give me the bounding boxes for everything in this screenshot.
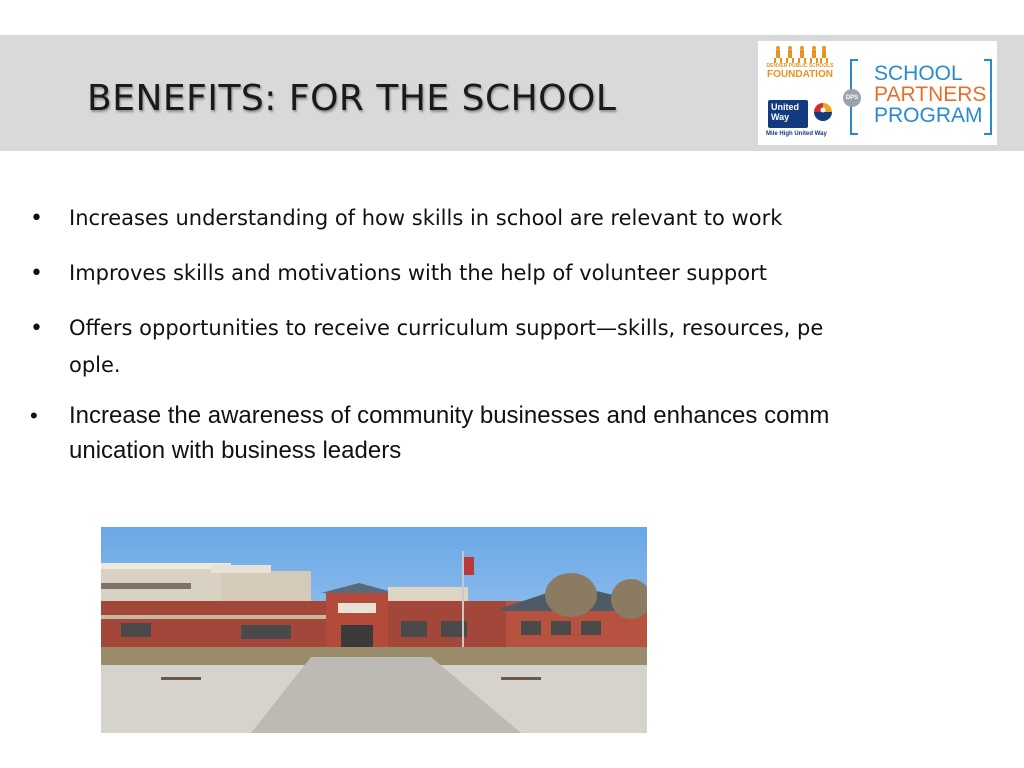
mile-high-united-way-text: Mile High United Way xyxy=(766,131,827,137)
list-item xyxy=(30,255,990,292)
bracket-right xyxy=(984,59,992,135)
united-way-line1: United xyxy=(771,102,799,112)
benefits-list xyxy=(30,200,990,468)
united-way-line2: Way xyxy=(771,112,790,122)
bullet-text: Improves skills and motivations with the help of volunteer support xyxy=(69,261,767,285)
dpsf-foundation-text: FOUNDATION xyxy=(767,69,833,80)
list-item xyxy=(30,200,990,237)
dpsf-figures-icon xyxy=(772,45,828,63)
bullet-text: Increases understanding of how skills in school are relevant to work xyxy=(69,206,783,230)
dps-badge: DPS xyxy=(843,89,861,107)
sponsor-logos xyxy=(766,45,834,141)
united-way-emblem-icon xyxy=(812,101,834,125)
spp-program-text: PROGRAM xyxy=(874,104,983,127)
bullet-icon: • xyxy=(30,403,38,428)
slide-title: BENEFITS: FOR THE SCHOOL xyxy=(87,78,617,119)
bullet-text-line1: Increase the awareness of community businesses and enhances comm xyxy=(69,402,830,429)
spp-school-text: SCHOOL xyxy=(874,62,963,85)
list-item xyxy=(30,398,990,468)
bullet-icon: • xyxy=(30,316,43,341)
dpsf-small-text: DENVER PUBLIC SCHOOLS xyxy=(766,63,834,69)
list-item xyxy=(30,310,990,384)
bullet-icon: • xyxy=(30,206,43,231)
spp-partners-text: PARTNERS xyxy=(874,83,987,106)
school-building-photo xyxy=(101,527,647,733)
bullet-text-line2: unication with business leaders xyxy=(69,437,402,464)
bullet-text-line2: ople. xyxy=(69,353,121,377)
partner-logo xyxy=(758,41,997,145)
united-way-badge xyxy=(768,100,808,128)
bullet-text-line1: Offers opportunities to receive curriculum support—skills, resources, pe xyxy=(69,316,824,340)
bullet-icon: • xyxy=(30,261,43,286)
